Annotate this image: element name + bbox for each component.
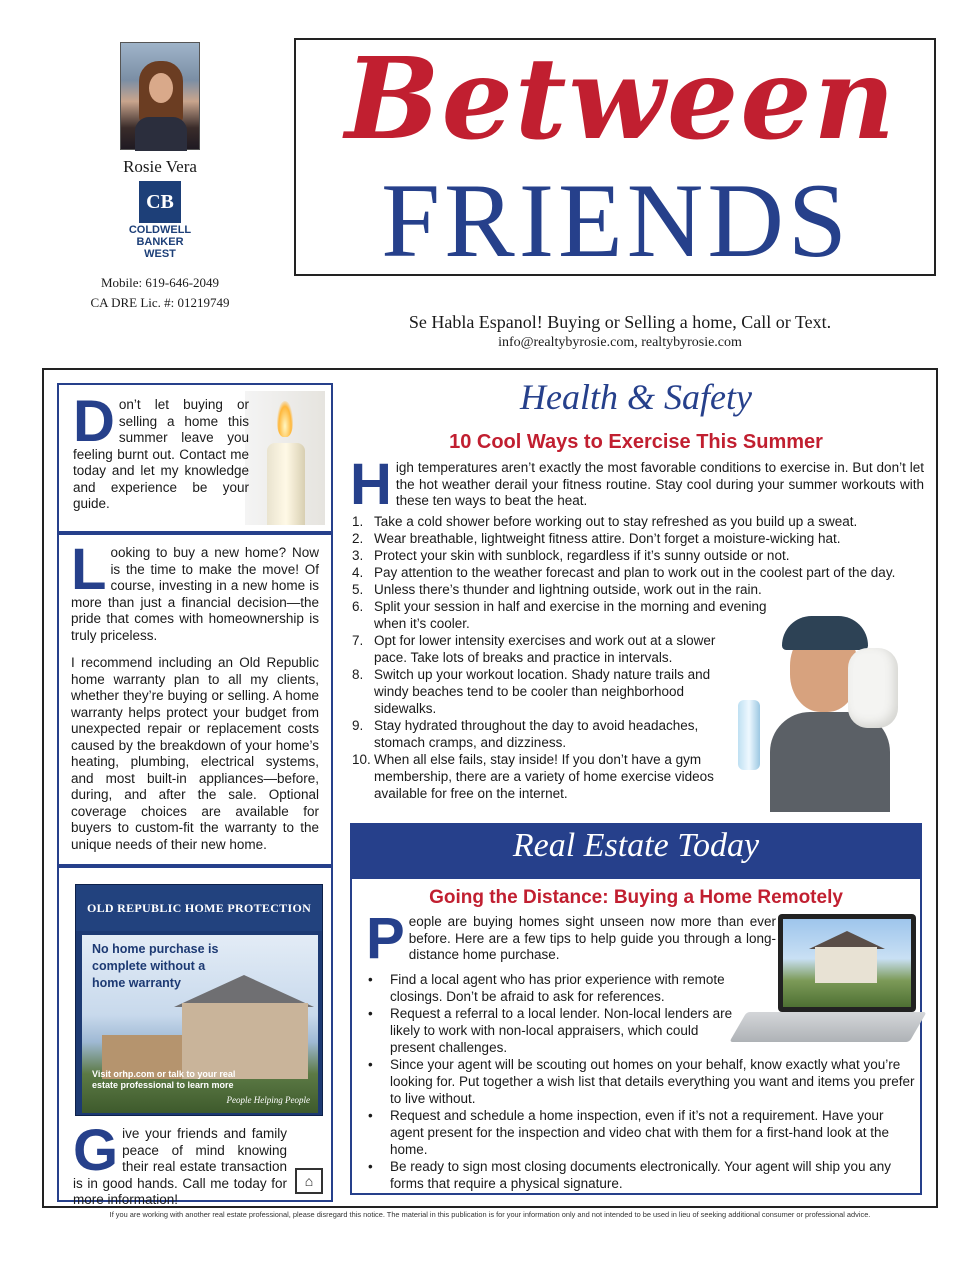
ad-footer: Visit orhp.com or talk to your real estate professional to learn more xyxy=(92,1069,236,1090)
ad-header: OLD REPUBLIC HOME PROTECTION xyxy=(76,885,322,931)
real-estate-intro-text: eople are buying homes sight unseen now more than ever before. Here are a few tips to help guide you through a long-distance home purchase. xyxy=(408,914,776,962)
health-intro xyxy=(350,452,924,517)
old-republic-ad[interactable] xyxy=(75,884,323,1116)
health-subtitle: 10 Cool Ways to Exercise This Summer xyxy=(449,431,823,453)
remote-buying-tips xyxy=(366,971,918,1192)
agent-contact xyxy=(70,273,250,313)
list-item: 9. Stay hydrated throughout the day to avoid headaches, stomach cramps, and dizziness. xyxy=(352,718,699,750)
dropcap: D xyxy=(73,389,115,454)
health-safety-title: Health & Safety xyxy=(520,377,752,417)
dropcap: H xyxy=(350,452,392,517)
burnt-out-box xyxy=(57,383,333,533)
home-warranty-box xyxy=(57,533,333,866)
list-item: • Since your agent will be scouting out homes on your behalf, know exactly what you’re looking for. Put together a wish list that details everything you want and items you prefer to live without. xyxy=(368,1057,915,1106)
tagline: Se Habla Espanol! Buying or Selling a home, Call or Text. xyxy=(408,312,832,332)
list-item: 8. Switch up your workout location. Shady nature trails and windy beaches tend to be cooler than neighborhood sidewalks. xyxy=(352,667,711,716)
dropcap: P xyxy=(366,906,405,971)
ad-headline: No home purchase is complete without a home warranty xyxy=(92,942,219,990)
box2-text-1: ooking to buy a new home? Now is the time to make the move! Of course, investing in a new home is more than just a financial decision—the pride that comes with homeownership is truly priceless. xyxy=(71,545,319,643)
ad-house-image xyxy=(82,935,318,1113)
real-estate-subtitle: Going the Distance: Buying a Home Remotely xyxy=(429,887,843,908)
list-item: 5. Unless there’s thunder and lightning outside, work out in the rain. xyxy=(352,582,762,597)
disclaimer: If you are working with another real estate professional, please disregard this notice. The material in this publication is for your information only and not intended to be used in lieu of seeking additional consumer or professional advice. xyxy=(109,1210,871,1219)
list-item: • Request a referral to a local lender. Non-local lenders are likely to work with non-local appraisers, which could present challenges. xyxy=(368,1006,733,1055)
list-item: 6. Split your session in half and exercise in the morning and evening when it’s cooler. xyxy=(352,599,767,631)
list-item: 3. Protect your skin with sunblock, regardless if it’s sunny outside or not. xyxy=(352,548,790,563)
list-item: 7. Opt for lower intensity exercises and work out at a slower pace. Take lots of breaks and practice in intervals. xyxy=(352,633,716,665)
contact-line: info@realtybyrosie.com, realtybyrosie.com xyxy=(498,335,742,350)
brokerage-line: BANKER xyxy=(136,236,184,248)
box1-text: on’t let buying or selling a home this summer leave you feeling burnt out. Contact me today and let my knowledge and experience be your guide. xyxy=(73,397,249,511)
real-estate-title: Real Estate Today xyxy=(512,827,760,864)
box3-text: ive your friends and family peace of mind knowing their real estate transaction is in good hands. Call me today for more information! xyxy=(73,1126,287,1207)
brokerage-line: COLDWELL xyxy=(128,224,192,236)
masthead-friends: FRIENDS xyxy=(381,162,851,279)
health-intro-text: igh temperatures aren’t exactly the most favorable conditions to exercise in. But don’t let the hot weather derail your fitness routine. Stay cool during your summer workouts with these ten ways to beat the heat. xyxy=(395,460,924,508)
list-item: • Find a local agent who has prior experience with remote closings. Don’t be afraid to ask for references. xyxy=(368,972,725,1004)
referral-box xyxy=(57,866,333,1207)
dropcap: G xyxy=(73,1118,119,1183)
list-item: 1. Take a cold shower before working out to stay refreshed as you build up a sweat. xyxy=(352,514,858,529)
woman-exercising-image xyxy=(730,608,922,812)
real-estate-intro xyxy=(366,906,776,971)
masthead-between: Between xyxy=(344,34,897,165)
brokerage-name xyxy=(100,224,220,260)
list-item: 2. Wear breathable, lightweight fitness attire. Don’t forget a moisture-wicking hat. xyxy=(352,531,841,546)
candle-image xyxy=(245,391,325,525)
dropcap: L xyxy=(71,537,107,602)
agent-photo xyxy=(120,42,200,150)
agent-mobile: Mobile: 619-646-2049 xyxy=(100,275,220,290)
coldwell-banker-logo: CB xyxy=(139,181,181,223)
list-item: • Be ready to sign most closing documents electronically. Your agent will ship you any forms that require a physical signature. xyxy=(368,1159,892,1191)
list-item: 4. Pay attention to the weather forecast and plan to work out in the coolest part of the day. xyxy=(352,565,896,580)
list-item: • Request and schedule a home inspection, even if it’s not a requirement. Have your agent present for the inspection and video chat with them for a first-hand look at the home. xyxy=(368,1108,890,1157)
list-item: 10. When all else fails, stay inside! If you don’t have a gym membership, there are a variety of home exercise videos available for free on the internet. xyxy=(352,752,714,801)
equal-housing-icon: ⌂ xyxy=(295,1168,323,1194)
box2-text-2: I recommend including an Old Republic home warranty plan to all my clients, whether they’re buying or selling. A home warranty helps protect your budget from unexpected repair or replacement costs caused by the breakdown of your home’s heating, plumbing, electrical systems, and most built-in appliances—before, during, and after the sale. Optional coverage choices are available for buyers to custom-fit the warranty to the unique needs of their new home. xyxy=(71,655,319,852)
masthead xyxy=(294,34,936,279)
agent-license: CA DRE Lic. #: 01219749 xyxy=(90,295,230,310)
ad-motto: People Helping People xyxy=(226,1095,310,1105)
brokerage-line: WEST xyxy=(144,248,176,260)
agent-name: Rosie Vera xyxy=(123,157,197,176)
